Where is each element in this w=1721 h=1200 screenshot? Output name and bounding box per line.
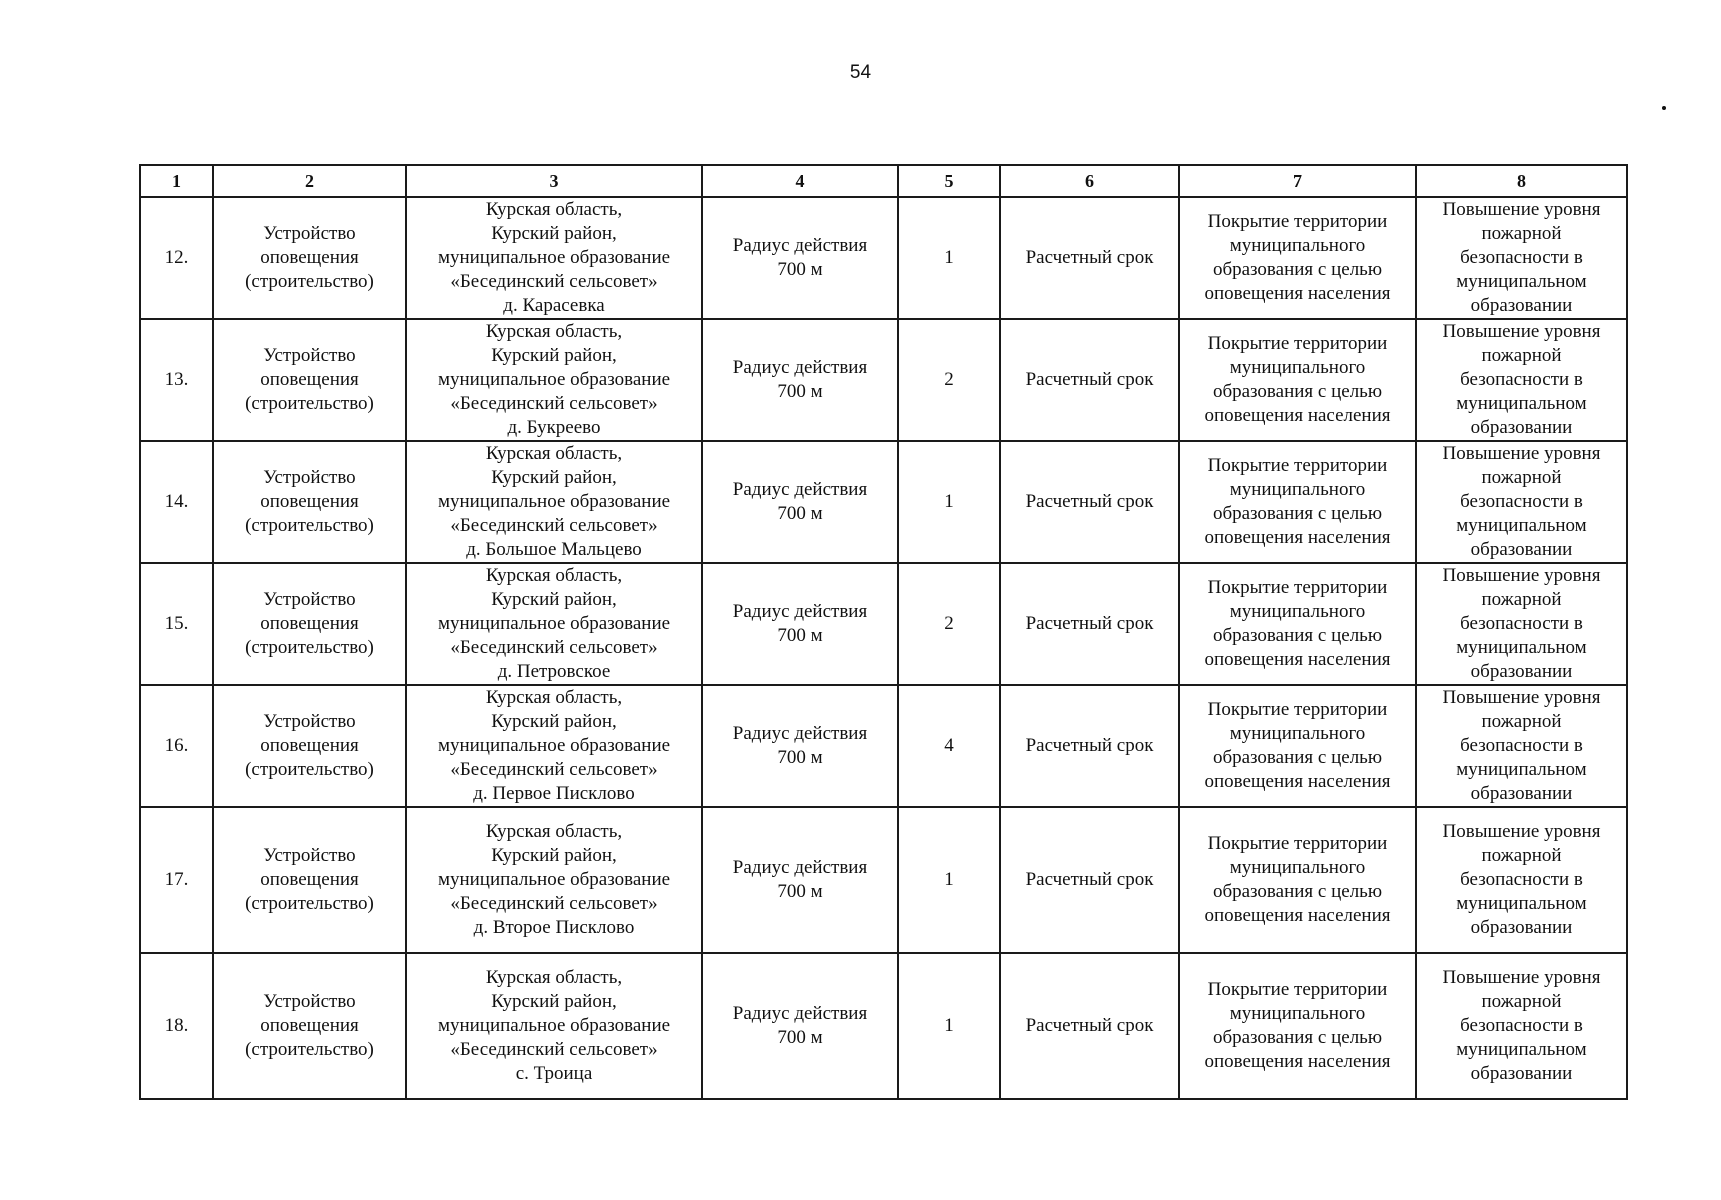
cell-line: образовании <box>1470 917 1573 938</box>
cell-line: безопасности в <box>1460 491 1583 512</box>
cell-line: д. Петровское <box>497 661 611 682</box>
cell-line: образования с целью <box>1212 503 1383 524</box>
work-cell <box>213 319 406 441</box>
cell-line: образования с целью <box>1212 1027 1383 1048</box>
cell-line: (строительство) <box>245 637 374 658</box>
row-number-cell: 14. <box>140 441 213 563</box>
term-cell: Расчетный срок <box>1000 685 1179 807</box>
cell-line: образования с целью <box>1212 625 1383 646</box>
cell-line: «Бесединский сельсовет» <box>450 393 658 414</box>
cell-line: 700 м <box>777 1027 823 1048</box>
cell-line: оповещения <box>260 735 359 756</box>
cell-line: муниципальное образование <box>437 491 671 512</box>
location-cell <box>406 807 702 953</box>
cell-line: Курский район, <box>491 589 617 610</box>
cell-line: 700 м <box>777 747 823 768</box>
params-cell <box>702 197 898 319</box>
cell-line: Повышение уровня <box>1442 687 1601 708</box>
work-cell <box>213 441 406 563</box>
cell-line: Покрытие территории <box>1207 833 1388 854</box>
table-body <box>140 197 1627 1099</box>
cell-line: образования с целью <box>1212 747 1383 768</box>
purpose-cell <box>1179 319 1416 441</box>
column-number: 6 <box>1000 165 1179 197</box>
cell-line: муниципальное образование <box>437 869 671 890</box>
cell-line: пожарной <box>1481 991 1562 1012</box>
cell-line: Устройство <box>263 589 356 610</box>
cell-line: Покрытие территории <box>1207 211 1388 232</box>
cell-line: «Бесединский сельсовет» <box>450 271 658 292</box>
cell-line: муниципальном <box>1456 759 1587 780</box>
row-number-cell: 18. <box>140 953 213 1099</box>
cell-line: Покрытие территории <box>1207 577 1388 598</box>
row-number-cell: 17. <box>140 807 213 953</box>
cell-line: Курский район, <box>491 223 617 244</box>
table-row <box>140 685 1627 807</box>
cell-line: образовании <box>1470 783 1573 804</box>
cell-line: (строительство) <box>245 393 374 414</box>
column-number: 7 <box>1179 165 1416 197</box>
cell-line: Устройство <box>263 345 356 366</box>
purpose-cell <box>1179 563 1416 685</box>
cell-line: Курская область, <box>485 321 623 342</box>
cell-line: Курская область, <box>485 821 623 842</box>
cell-line: муниципальное образование <box>437 247 671 268</box>
cell-line: пожарной <box>1481 467 1562 488</box>
params-cell <box>702 685 898 807</box>
cell-line: оповещения населения <box>1204 527 1391 548</box>
cell-line: пожарной <box>1481 223 1562 244</box>
cell-line: муниципального <box>1229 357 1366 378</box>
cell-line: муниципального <box>1229 1003 1366 1024</box>
effect-cell <box>1416 441 1627 563</box>
cell-line: 700 м <box>777 503 823 524</box>
cell-line: Курская область, <box>485 565 623 586</box>
count-cell: 4 <box>898 685 1000 807</box>
table-row <box>140 563 1627 685</box>
cell-line: д. Букреево <box>507 417 601 438</box>
effect-cell <box>1416 953 1627 1099</box>
table-row <box>140 319 1627 441</box>
column-number: 5 <box>898 165 1000 197</box>
cell-line: образовании <box>1470 539 1573 560</box>
cell-line: образования с целью <box>1212 881 1383 902</box>
cell-line: Покрытие территории <box>1207 979 1388 1000</box>
cell-line: д. Первое Писклово <box>473 783 635 804</box>
cell-line: Повышение уровня <box>1442 821 1601 842</box>
count-cell: 1 <box>898 441 1000 563</box>
work-cell <box>213 807 406 953</box>
cell-line: 700 м <box>777 625 823 646</box>
column-number: 4 <box>702 165 898 197</box>
cell-line: Повышение уровня <box>1442 321 1601 342</box>
table-row <box>140 441 1627 563</box>
cell-line: Курская область, <box>485 687 623 708</box>
cell-line: «Бесединский сельсовет» <box>450 1039 658 1060</box>
cell-line: Радиус действия <box>732 357 868 378</box>
cell-line: Курский район, <box>491 467 617 488</box>
cell-line: Радиус действия <box>732 235 868 256</box>
cell-line: Покрытие территории <box>1207 455 1388 476</box>
cell-line: (строительство) <box>245 515 374 536</box>
location-cell <box>406 953 702 1099</box>
cell-line: Повышение уровня <box>1442 565 1601 586</box>
column-number: 1 <box>140 165 213 197</box>
cell-line: пожарной <box>1481 845 1562 866</box>
effect-cell <box>1416 807 1627 953</box>
cell-line: оповещения населения <box>1204 905 1391 926</box>
cell-line: д. Большое Мальцево <box>466 539 642 560</box>
params-cell <box>702 807 898 953</box>
cell-line: Повышение уровня <box>1442 443 1601 464</box>
cell-line: Радиус действия <box>732 1003 868 1024</box>
row-number-cell: 15. <box>140 563 213 685</box>
cell-line: муниципальном <box>1456 393 1587 414</box>
cell-line: «Бесединский сельсовет» <box>450 637 658 658</box>
count-cell: 2 <box>898 319 1000 441</box>
term-cell: Расчетный срок <box>1000 319 1179 441</box>
count-cell: 1 <box>898 953 1000 1099</box>
column-number: 8 <box>1416 165 1627 197</box>
location-cell <box>406 563 702 685</box>
cell-line: д. Карасевка <box>503 295 605 316</box>
purpose-cell <box>1179 807 1416 953</box>
cell-line: (строительство) <box>245 1039 374 1060</box>
cell-line: Радиус действия <box>732 857 868 878</box>
cell-line: оповещения <box>260 491 359 512</box>
cell-line: муниципальном <box>1456 1039 1587 1060</box>
cell-line: муниципальном <box>1456 271 1587 292</box>
purpose-cell <box>1179 685 1416 807</box>
cell-line: муниципальное образование <box>437 613 671 634</box>
cell-line: оповещения <box>260 613 359 634</box>
table-row <box>140 807 1627 953</box>
cell-line: образования с целью <box>1212 259 1383 280</box>
cell-line: безопасности в <box>1460 369 1583 390</box>
count-cell: 2 <box>898 563 1000 685</box>
cell-line: Покрытие территории <box>1207 333 1388 354</box>
cell-line: Устройство <box>263 991 356 1012</box>
cell-line: муниципальном <box>1456 515 1587 536</box>
work-cell <box>213 563 406 685</box>
cell-line: образовании <box>1470 661 1573 682</box>
column-number: 3 <box>406 165 702 197</box>
cell-line: муниципальном <box>1456 637 1587 658</box>
cell-line: оповещения <box>260 869 359 890</box>
cell-line: Радиус действия <box>732 601 868 622</box>
cell-line: Повышение уровня <box>1442 199 1601 220</box>
location-cell <box>406 197 702 319</box>
table-row <box>140 953 1627 1099</box>
cell-line: образовании <box>1470 295 1573 316</box>
cell-line: муниципальное образование <box>437 1015 671 1036</box>
cell-line: «Бесединский сельсовет» <box>450 515 658 536</box>
scan-speck <box>1662 106 1666 110</box>
effect-cell <box>1416 319 1627 441</box>
cell-line: (строительство) <box>245 759 374 780</box>
cell-line: муниципального <box>1229 479 1366 500</box>
cell-line: оповещения населения <box>1204 771 1391 792</box>
cell-line: пожарной <box>1481 589 1562 610</box>
cell-line: образования с целью <box>1212 381 1383 402</box>
cell-line: Устройство <box>263 711 356 732</box>
cell-line: муниципального <box>1229 723 1366 744</box>
cell-line: безопасности в <box>1460 1015 1583 1036</box>
effect-cell <box>1416 563 1627 685</box>
cell-line: образовании <box>1470 417 1573 438</box>
cell-line: оповещения населения <box>1204 283 1391 304</box>
cell-line: Устройство <box>263 223 356 244</box>
work-cell <box>213 685 406 807</box>
cell-line: безопасности в <box>1460 247 1583 268</box>
cell-line: Радиус действия <box>732 479 868 500</box>
params-cell <box>702 319 898 441</box>
cell-line: муниципального <box>1229 601 1366 622</box>
cell-line: (строительство) <box>245 893 374 914</box>
cell-line: безопасности в <box>1460 869 1583 890</box>
cell-line: Курская область, <box>485 443 623 464</box>
work-cell <box>213 953 406 1099</box>
measures-table <box>139 164 1628 1100</box>
cell-line: оповещения <box>260 247 359 268</box>
location-cell <box>406 441 702 563</box>
row-number-cell: 12. <box>140 197 213 319</box>
purpose-cell <box>1179 441 1416 563</box>
location-cell <box>406 319 702 441</box>
cell-line: Курский район, <box>491 711 617 732</box>
cell-line: (строительство) <box>245 271 374 292</box>
term-cell: Расчетный срок <box>1000 563 1179 685</box>
column-number-row <box>140 165 1627 197</box>
cell-line: 700 м <box>777 881 823 902</box>
page-number: 54 <box>849 62 872 83</box>
cell-line: муниципального <box>1229 235 1366 256</box>
cell-line: пожарной <box>1481 345 1562 366</box>
column-number: 2 <box>213 165 406 197</box>
cell-line: муниципальное образование <box>437 369 671 390</box>
cell-line: 700 м <box>777 381 823 402</box>
cell-line: 700 м <box>777 259 823 280</box>
cell-line: муниципальное образование <box>437 735 671 756</box>
cell-line: Курский район, <box>491 345 617 366</box>
term-cell: Расчетный срок <box>1000 807 1179 953</box>
term-cell: Расчетный срок <box>1000 953 1179 1099</box>
cell-line: муниципальном <box>1456 893 1587 914</box>
cell-line: Устройство <box>263 845 356 866</box>
cell-line: муниципального <box>1229 857 1366 878</box>
cell-line: Радиус действия <box>732 723 868 744</box>
cell-line: Курский район, <box>491 845 617 866</box>
cell-line: Повышение уровня <box>1442 967 1601 988</box>
work-cell <box>213 197 406 319</box>
purpose-cell <box>1179 953 1416 1099</box>
cell-line: «Бесединский сельсовет» <box>450 893 658 914</box>
cell-line: безопасности в <box>1460 613 1583 634</box>
cell-line: безопасности в <box>1460 735 1583 756</box>
count-cell: 1 <box>898 197 1000 319</box>
cell-line: Курская область, <box>485 967 623 988</box>
cell-line: Покрытие территории <box>1207 699 1388 720</box>
effect-cell <box>1416 685 1627 807</box>
location-cell <box>406 685 702 807</box>
cell-line: оповещения населения <box>1204 649 1391 670</box>
effect-cell <box>1416 197 1627 319</box>
table-row <box>140 197 1627 319</box>
count-cell: 1 <box>898 807 1000 953</box>
cell-line: пожарной <box>1481 711 1562 732</box>
params-cell <box>702 441 898 563</box>
params-cell <box>702 953 898 1099</box>
cell-line: оповещения населения <box>1204 405 1391 426</box>
term-cell: Расчетный срок <box>1000 441 1179 563</box>
cell-line: Курская область, <box>485 199 623 220</box>
cell-line: Курский район, <box>491 991 617 1012</box>
cell-line: оповещения <box>260 1015 359 1036</box>
cell-line: «Бесединский сельсовет» <box>450 759 658 780</box>
row-number-cell: 13. <box>140 319 213 441</box>
row-number-cell: 16. <box>140 685 213 807</box>
cell-line: оповещения <box>260 369 359 390</box>
purpose-cell <box>1179 197 1416 319</box>
term-cell: Расчетный срок <box>1000 197 1179 319</box>
params-cell <box>702 563 898 685</box>
cell-line: с. Троица <box>515 1063 593 1084</box>
cell-line: д. Второе Писклово <box>473 917 635 938</box>
cell-line: Устройство <box>263 467 356 488</box>
cell-line: образовании <box>1470 1063 1573 1084</box>
cell-line: оповещения населения <box>1204 1051 1391 1072</box>
